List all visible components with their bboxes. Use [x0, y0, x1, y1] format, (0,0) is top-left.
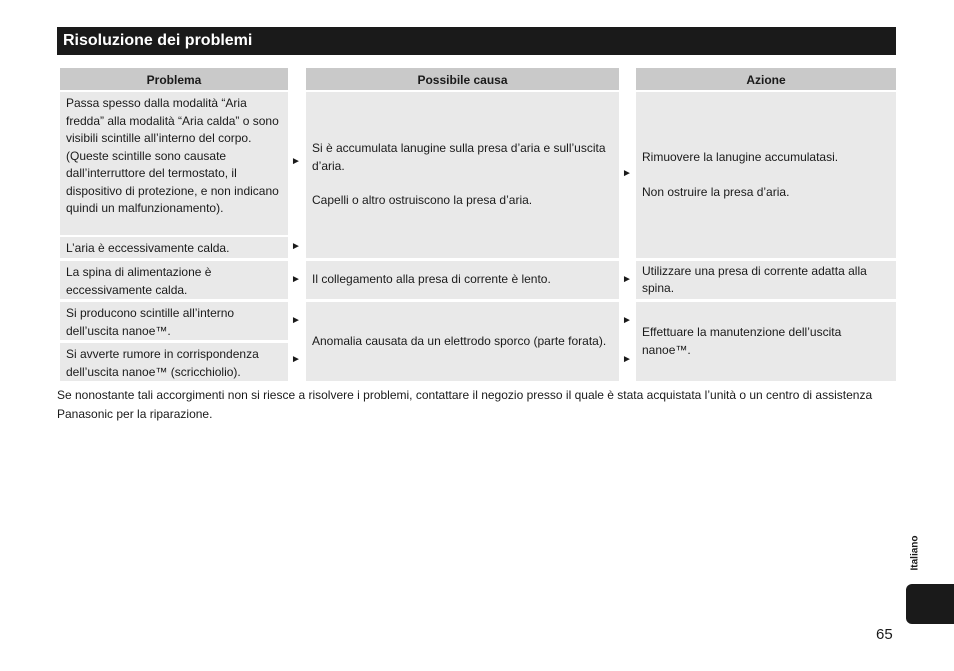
arrow-icon: ► [622, 168, 632, 179]
cause-cell-1 [306, 92, 619, 258]
problem-cell-4: Si producono scintille all’interno dell’uscita nanoe™. [60, 302, 288, 340]
action-cell-3 [636, 302, 896, 381]
section-title: Risoluzione dei problemi [57, 27, 896, 55]
arrow-icon: ► [291, 274, 301, 285]
language-tab-label [908, 531, 922, 575]
language-label: Italiano [909, 535, 921, 571]
problem-cell-3: La spina di alimentazione è eccessivamente calda. [60, 261, 288, 299]
arrow-icon: ► [291, 241, 301, 252]
action-text-1a: Rimuovere la lanugine accumulatasi. [642, 150, 839, 164]
arrow-icon: ► [622, 315, 632, 326]
action-cell-2 [636, 261, 896, 299]
language-side-tab [906, 584, 954, 624]
problem-text-1: Passa spesso dalla modalità “Aria fredda” alla modalità “Aria calda” o sono visibili scintille all’interno del corpo. [66, 96, 279, 145]
page-number: 65 [876, 626, 893, 643]
cause-text-1b: Capelli o altro ostruiscono la presa d’aria. [312, 193, 533, 208]
arrow-icon: ► [291, 156, 301, 167]
cause-text-1a: Si è accumulata lanugine sulla presa d’aria e sull’uscita d’aria. [312, 141, 606, 173]
arrow-icon: ► [622, 354, 632, 365]
arrow-icon: ► [291, 315, 301, 326]
arrow-icon: ► [622, 274, 632, 285]
footer-note: Se nonostante tali accorgimenti non si riesce a risolvere i problemi, contattare il negozio presso il quale è stata acquistata l’unità o un centro di assistenza Panasonic per la riparazione. [57, 388, 873, 421]
header-action: Azione [636, 68, 896, 90]
cause-cell-3 [306, 302, 619, 381]
cause-text-2: Il collegamento alla presa di corrente è lento. [312, 272, 551, 287]
problem-cell-1 [60, 92, 288, 235]
header-cause: Possibile causa [306, 68, 619, 90]
cause-text-3: Anomalia causata da un elettrodo sporco (parte forata). [312, 333, 607, 348]
problem-cell-5: Si avverte rumore in corrispondenza dell’uscita nanoe™ (scricchiolio). [60, 343, 288, 381]
action-cell-1 [636, 92, 896, 258]
header-problem: Problema [60, 68, 288, 90]
problem-cell-2: L’aria è eccessivamente calda. [60, 237, 288, 258]
action-text-1b: Non ostruire la presa d’aria. [642, 184, 790, 199]
action-text-2: Utilizzare una presa di corrente adatta alla spina. [642, 263, 867, 295]
cause-cell-2 [306, 261, 619, 299]
arrow-icon: ► [291, 354, 301, 365]
action-text-3: Effettuare la manutenzione dell’uscita nanoe™. [642, 325, 842, 357]
problem-note-1: (Queste scintille sono causate dall’interruttore del termostato, il dispositivo di protezione, e non indicano quindi un malfunzionamento). [66, 148, 279, 215]
